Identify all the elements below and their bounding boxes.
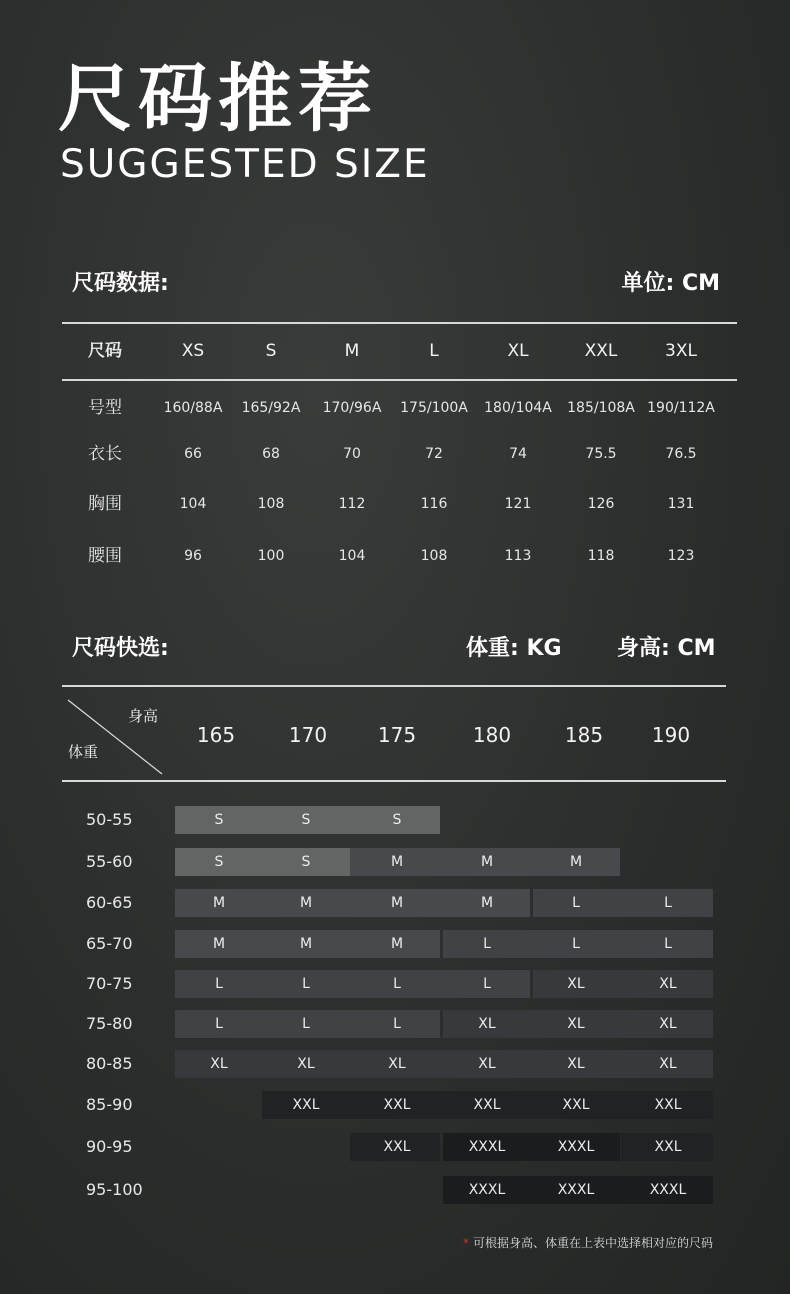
size-header-xxl: XXL [584, 341, 618, 361]
size-cell-label: XXXL [557, 1182, 595, 1198]
size-cell-label: XXL [654, 1097, 682, 1113]
page-title-en: SUGGESTED SIZE [60, 142, 430, 187]
grid-header-rule [62, 780, 726, 782]
footnote-star: * [462, 1236, 469, 1250]
size-band-l [533, 889, 713, 917]
size-cell: 123 [667, 548, 695, 564]
size-cell-label: XL [478, 1056, 496, 1072]
footnote-text: 可根据身高、体重在上表中选择相对应的尺码 [472, 1236, 713, 1250]
size-cell: 118 [587, 548, 615, 564]
size-cell: 121 [504, 496, 532, 512]
size-cell: 96 [184, 548, 202, 564]
height-header-165: 165 [196, 723, 236, 747]
size-cell: 76.5 [665, 446, 697, 462]
size-band-xl [175, 1050, 713, 1078]
size-cell: 116 [420, 496, 448, 512]
size-cell: 180/104A [484, 400, 552, 416]
size-cell-label: L [483, 976, 491, 992]
size-cell-label: L [393, 976, 401, 992]
size-cell-label: XL [297, 1056, 315, 1072]
height-header-180: 180 [472, 723, 512, 747]
size-cell-label: S [301, 854, 311, 870]
size-cell-label: XL [659, 1016, 677, 1032]
size-row-label: 胸围 [88, 494, 122, 514]
size-cell-label: XXXL [468, 1139, 506, 1155]
height-header-185: 185 [564, 723, 604, 747]
size-cell-label: L [483, 936, 491, 952]
size-band-m [175, 889, 530, 917]
size-band-s [175, 848, 350, 876]
height-header-175: 175 [377, 723, 417, 747]
size-cell: 108 [257, 496, 285, 512]
size-cell: 100 [257, 548, 285, 564]
size-cell-label: M [212, 936, 226, 952]
table-top-rule [62, 322, 737, 324]
size-cell-label: XXL [654, 1139, 682, 1155]
size-row-label: 号型 [88, 398, 122, 418]
size-cell-label: M [390, 895, 404, 911]
size-cell-label: L [215, 1016, 223, 1032]
weight-unit: 体重: KG [466, 636, 562, 661]
size-cell: 108 [420, 548, 448, 564]
weight-label: 80-85 [86, 1054, 133, 1073]
height-unit: 身高: CM [617, 636, 716, 661]
size-cell-label: L [664, 895, 672, 911]
size-cell-label: M [569, 854, 583, 870]
size-cell-label: M [480, 854, 494, 870]
size-cell-label: L [572, 936, 580, 952]
corner-height-label: 身高 [128, 707, 159, 725]
size-cell-label: XL [659, 976, 677, 992]
size-header-l: L [429, 341, 439, 361]
size-data-unit: 单位: CM [621, 271, 720, 296]
size-cell-label: M [390, 936, 404, 952]
size-cell-label: M [480, 895, 494, 911]
size-cell-label: XXL [383, 1139, 411, 1155]
weight-label: 65-70 [86, 934, 133, 953]
size-cell-label: S [214, 812, 224, 828]
size-cell: 112 [338, 496, 366, 512]
size-cell: 160/88A [163, 400, 223, 416]
weight-label: 90-95 [86, 1137, 133, 1156]
size-band-xl [533, 970, 713, 998]
size-header-m: M [344, 341, 360, 361]
size-cell-label: L [215, 976, 223, 992]
size-cell: 70 [343, 446, 361, 462]
weight-label: 50-55 [86, 810, 133, 829]
size-cell: 104 [338, 548, 366, 564]
size-band-l [175, 970, 530, 998]
size-cell-label: XL [210, 1056, 228, 1072]
size-cell-label: XL [659, 1056, 677, 1072]
corner-weight-label: 体重 [68, 743, 99, 761]
size-header-label: 尺码 [88, 341, 122, 361]
size-cell: 74 [509, 446, 527, 462]
size-cell-label: XL [567, 1056, 585, 1072]
size-cell-label: XXXL [557, 1139, 595, 1155]
weight-label: 85-90 [86, 1095, 133, 1114]
weight-label: 75-80 [86, 1014, 133, 1033]
size-cell-label: L [572, 895, 580, 911]
grid-top-rule [62, 685, 726, 687]
size-cell: 185/108A [567, 400, 635, 416]
size-cell: 75.5 [585, 446, 617, 462]
size-cell: 190/112A [647, 400, 715, 416]
size-cell-label: M [299, 895, 313, 911]
weight-label: 60-65 [86, 893, 133, 912]
size-cell-label: M [390, 854, 404, 870]
size-cell-label: L [664, 936, 672, 952]
size-cell-label: XXXL [468, 1182, 506, 1198]
size-cell: 66 [184, 446, 202, 462]
size-cell: 131 [667, 496, 695, 512]
size-cell-label: XXL [562, 1097, 590, 1113]
size-cell: 170/96A [322, 400, 382, 416]
size-cell-label: M [212, 895, 226, 911]
weight-label: 95-100 [86, 1180, 143, 1199]
size-cell-label: XXXL [649, 1182, 687, 1198]
size-cell-label: S [301, 812, 311, 828]
size-cell: 113 [504, 548, 532, 564]
size-cell: 175/100A [400, 400, 468, 416]
size-header-xl: XL [507, 341, 529, 361]
size-cell-label: L [302, 976, 310, 992]
size-row-label: 腰围 [88, 546, 122, 566]
size-header-s: S [265, 341, 277, 361]
page-title-cn: 尺码推荐 [58, 56, 378, 142]
weight-label: 70-75 [86, 974, 133, 993]
size-cell-label: L [302, 1016, 310, 1032]
table-header-rule [62, 379, 737, 381]
quick-select-title: 尺码快选: [72, 636, 169, 661]
weight-label: 55-60 [86, 852, 133, 871]
size-cell-label: S [214, 854, 224, 870]
size-cell-label: XL [478, 1016, 496, 1032]
size-cell-label: XL [567, 1016, 585, 1032]
size-row-label: 衣长 [88, 444, 122, 464]
size-cell-label: M [299, 936, 313, 952]
size-cell-label: XL [388, 1056, 406, 1072]
size-cell: 126 [587, 496, 615, 512]
size-cell: 72 [425, 446, 443, 462]
height-header-170: 170 [288, 723, 328, 747]
size-cell-label: L [393, 1016, 401, 1032]
size-cell-label: XXL [383, 1097, 411, 1113]
size-data-title: 尺码数据: [72, 271, 169, 296]
size-cell-label: XXL [473, 1097, 501, 1113]
size-cell-label: XXL [292, 1097, 320, 1113]
size-cell: 165/92A [241, 400, 301, 416]
size-cell-label: S [392, 812, 402, 828]
footnote [463, 1237, 713, 1249]
size-cell-label: XL [567, 976, 585, 992]
size-cell: 68 [262, 446, 280, 462]
size-header-xs: XS [181, 341, 205, 361]
size-cell: 104 [179, 496, 207, 512]
size-header-3xl: 3XL [665, 341, 697, 361]
height-header-190: 190 [651, 723, 691, 747]
